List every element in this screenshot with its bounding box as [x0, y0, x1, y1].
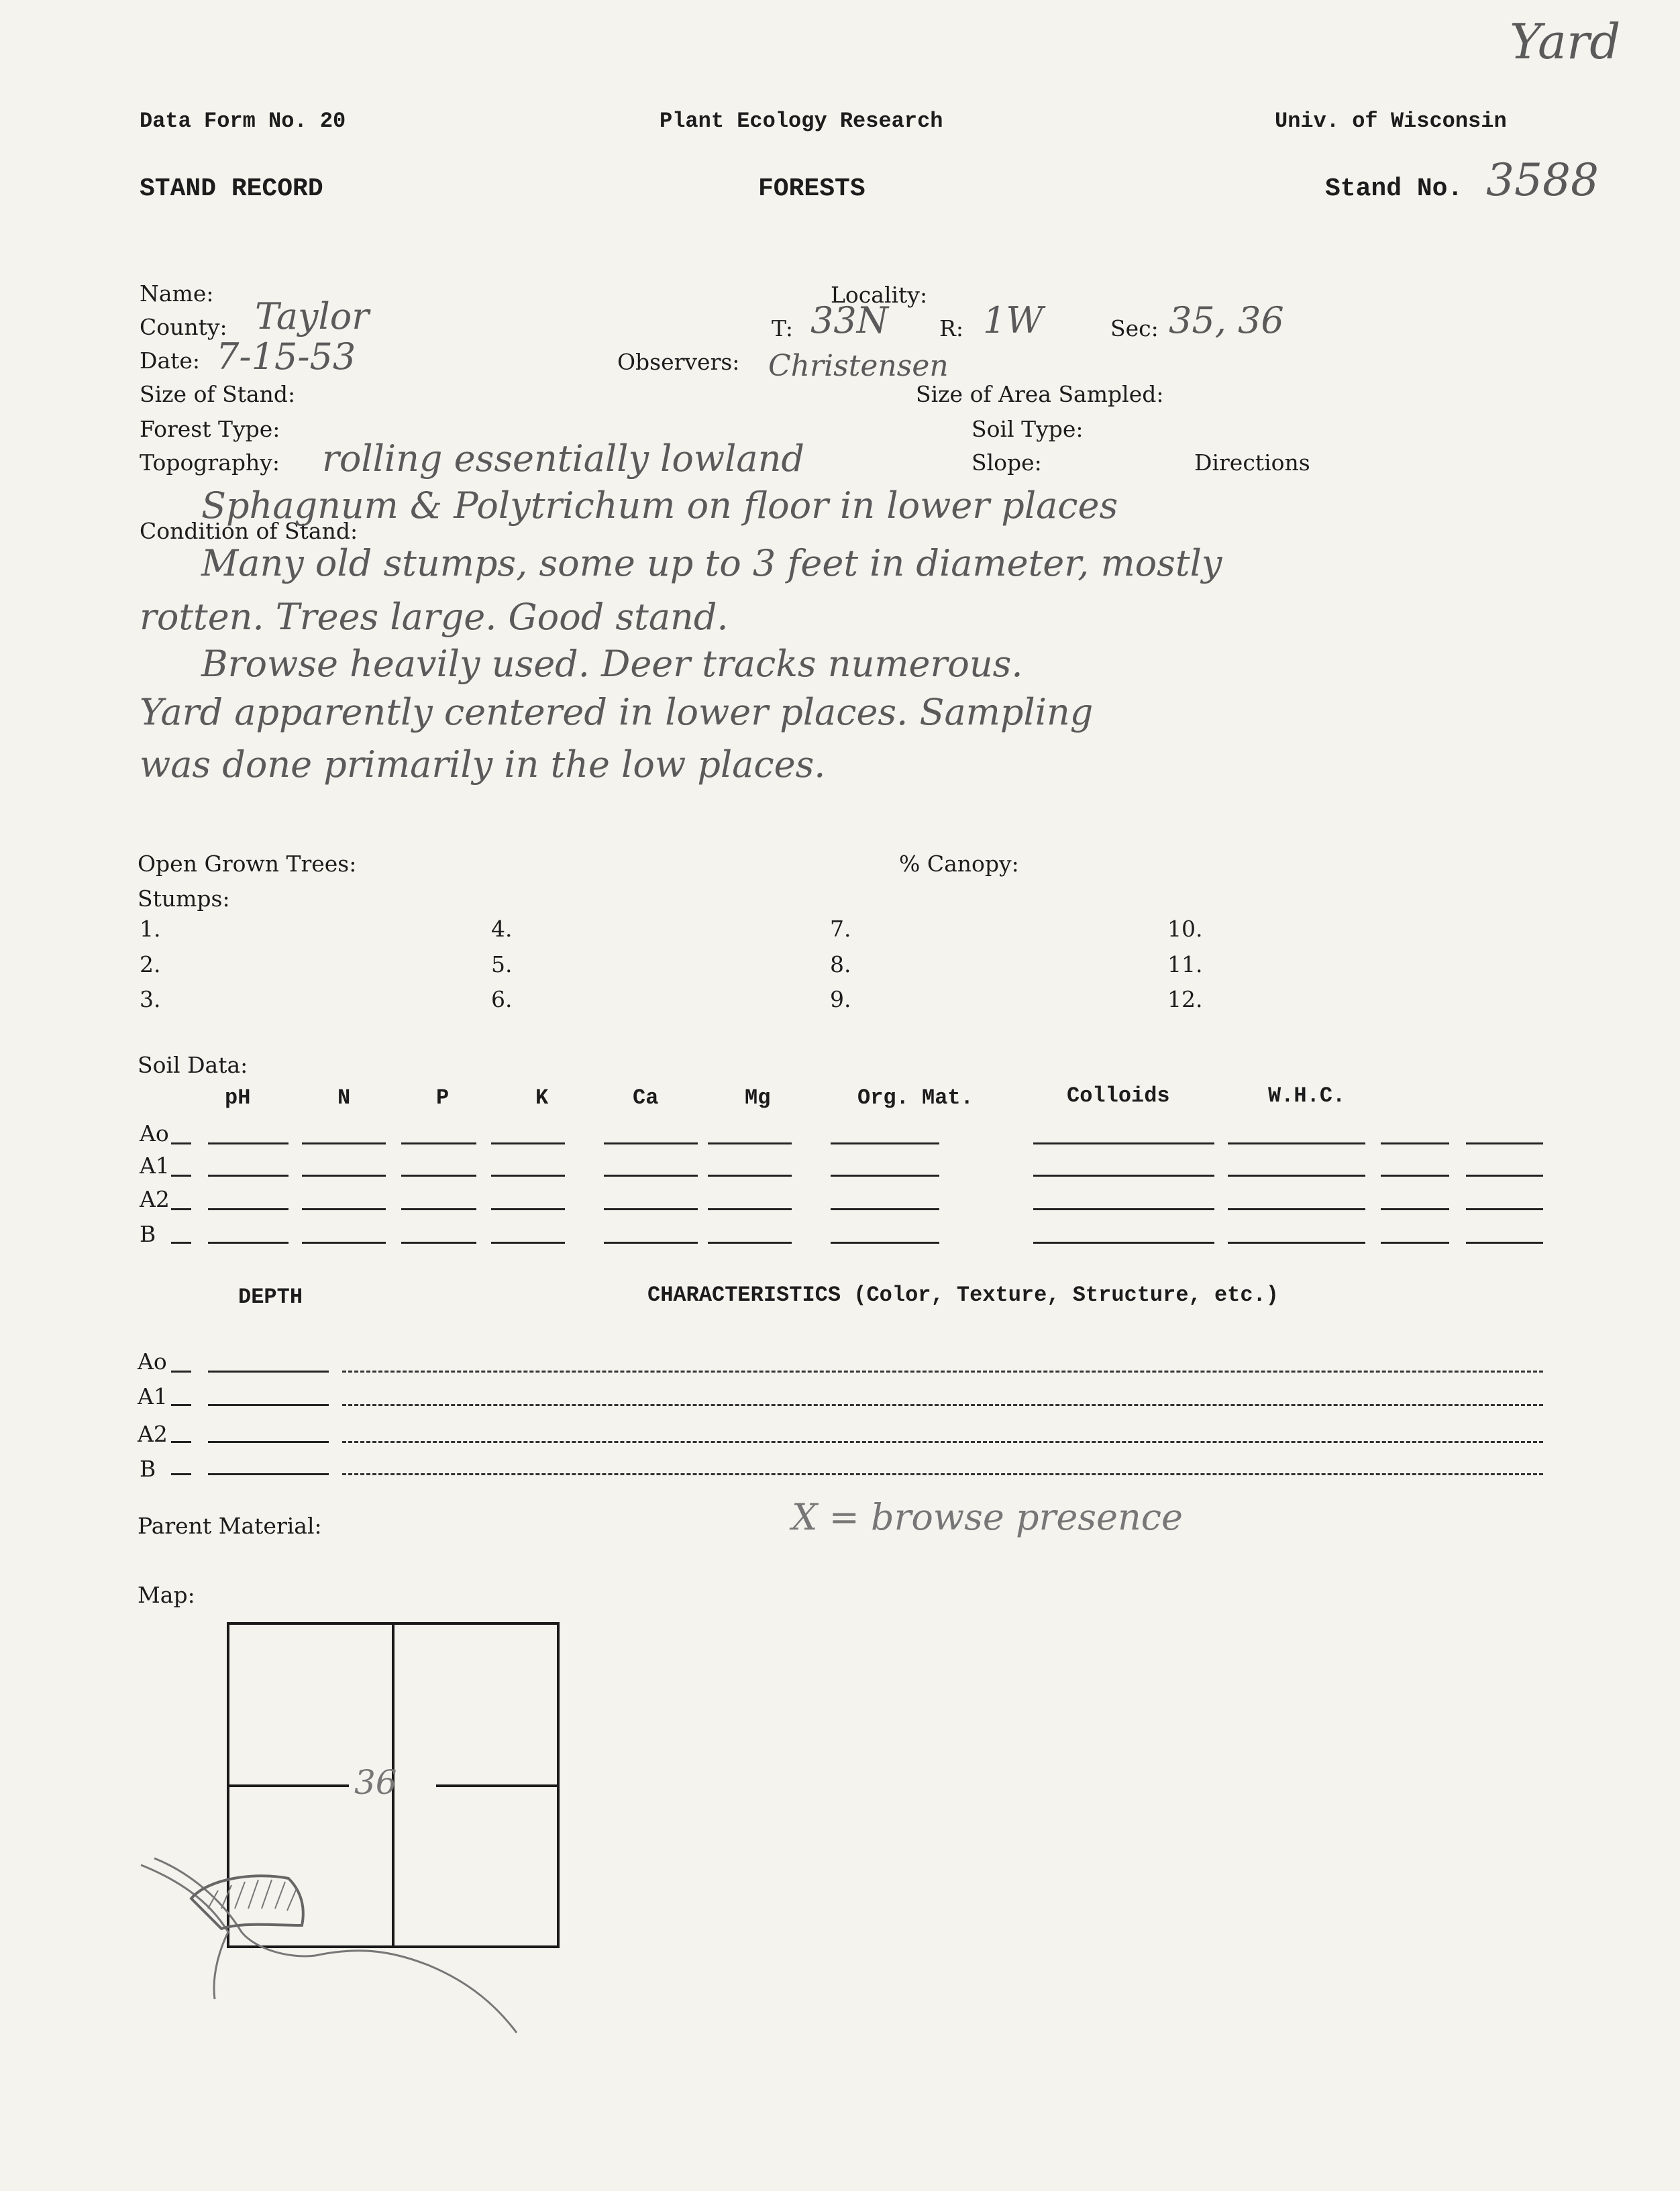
soil-data-label: Soil Data: [138, 1052, 248, 1078]
condition-note-3: rotten. Trees large. Good stand. [140, 596, 729, 638]
open-grown-trees-label: Open Grown Trees: [138, 851, 357, 877]
profile-horizon-ao: Ao [138, 1348, 167, 1375]
characteristics-label: CHARACTERISTICS (Color, Texture, Structure, etc.) [647, 1283, 1279, 1307]
directions-label: Directions [1194, 449, 1310, 476]
depth-label: DEPTH [238, 1285, 303, 1310]
stump-item: 12. [1167, 986, 1203, 1012]
soil-col-mg: Mg [745, 1085, 771, 1110]
soil-col-p: P [436, 1085, 450, 1110]
stand-number-label: Stand No. [1325, 174, 1463, 203]
stump-item: 3. [140, 986, 161, 1012]
record-title: STAND RECORD [140, 174, 323, 203]
township-value: 33N [810, 299, 888, 341]
date-label: Date: [140, 348, 201, 374]
section-label: Sec: [1110, 315, 1159, 341]
township-label: T: [772, 315, 793, 341]
map-sketch-line [141, 1865, 228, 1999]
form-number: Data Form No. 20 [140, 109, 346, 133]
soil-col-n: N [337, 1085, 351, 1110]
profile-horizon-a1: A1 [138, 1383, 168, 1409]
stump-item: 2. [140, 951, 161, 977]
stump-item: 5. [491, 951, 513, 977]
county-value: Taylor [255, 295, 370, 337]
topography-label: Topography: [140, 449, 280, 476]
organization: Plant Ecology Research [660, 109, 943, 133]
stump-item: 11. [1167, 951, 1203, 977]
soil-horizon-b: B [140, 1221, 156, 1247]
range-label: R: [939, 315, 963, 341]
condition-note-6: was done primarily in the low places. [140, 743, 826, 786]
stump-item: 7. [830, 916, 851, 942]
soil-type-label: Soil Type: [972, 416, 1084, 442]
stumps-label: Stumps: [138, 886, 230, 912]
condition-note-4: Browse heavily used. Deer tracks numerous. [201, 643, 1023, 685]
name-label: Name: [140, 280, 214, 307]
soil-col-whc: W.H.C. [1268, 1083, 1346, 1108]
map-section-number: 36 [354, 1763, 397, 1802]
soil-col-k: K [535, 1085, 549, 1110]
stump-item: 6. [491, 986, 513, 1012]
date-value: 7-15-53 [216, 335, 356, 378]
parent-material-label: Parent Material: [138, 1513, 322, 1539]
soil-col-colloids: Colloids [1067, 1083, 1170, 1108]
size-area-sampled-label: Size of Area Sampled: [916, 381, 1164, 407]
range-value: 1W [983, 299, 1043, 341]
forest-type-label: Forest Type: [140, 416, 280, 442]
soil-col-org-mat: Org. Mat. [857, 1085, 974, 1110]
stump-item: 1. [140, 916, 161, 942]
section-value: 35, 36 [1169, 299, 1284, 341]
locality-label: Locality: [831, 282, 928, 308]
stump-item: 9. [830, 986, 851, 1012]
topography-value: rolling essentially lowland [322, 437, 804, 480]
condition-note-2: Many old stumps, some up to 3 feet in diameter, mostly [201, 542, 1222, 584]
university: Univ. of Wisconsin [1275, 109, 1507, 133]
profile-horizon-b: B [140, 1456, 156, 1482]
stump-item: 4. [491, 916, 513, 942]
observers-value: Christensen [768, 349, 949, 383]
soil-horizon-a2: A2 [140, 1186, 170, 1212]
corner-annotation: Yard [1510, 13, 1621, 70]
size-of-stand-label: Size of Stand: [140, 381, 296, 407]
stump-item: 8. [830, 951, 851, 977]
condition-note-5: Yard apparently centered in lower places. Sampling [140, 691, 1094, 733]
profile-horizon-a2: A2 [138, 1421, 168, 1447]
stump-item: 10. [1167, 916, 1203, 942]
canopy-label: % Canopy: [899, 851, 1019, 877]
soil-horizon-a1: A1 [140, 1153, 170, 1179]
category-title: FORESTS [758, 174, 865, 203]
condition-label: Condition of Stand: [140, 518, 358, 544]
stand-number-value: 3588 [1486, 154, 1599, 206]
soil-col-ph: pH [225, 1085, 251, 1110]
browse-note: X = browse presence [792, 1496, 1183, 1538]
observers-label: Observers: [617, 349, 740, 375]
slope-label: Slope: [972, 449, 1042, 476]
map-sketch-hatched-area [191, 1876, 303, 1929]
county-label: County: [140, 314, 227, 340]
map-label: Map: [138, 1582, 195, 1608]
soil-horizon-ao: Ao [140, 1120, 169, 1146]
soil-col-ca: Ca [633, 1085, 659, 1110]
condition-note-1: Sphagnum & Polytrichum on floor in lower places [201, 484, 1118, 527]
